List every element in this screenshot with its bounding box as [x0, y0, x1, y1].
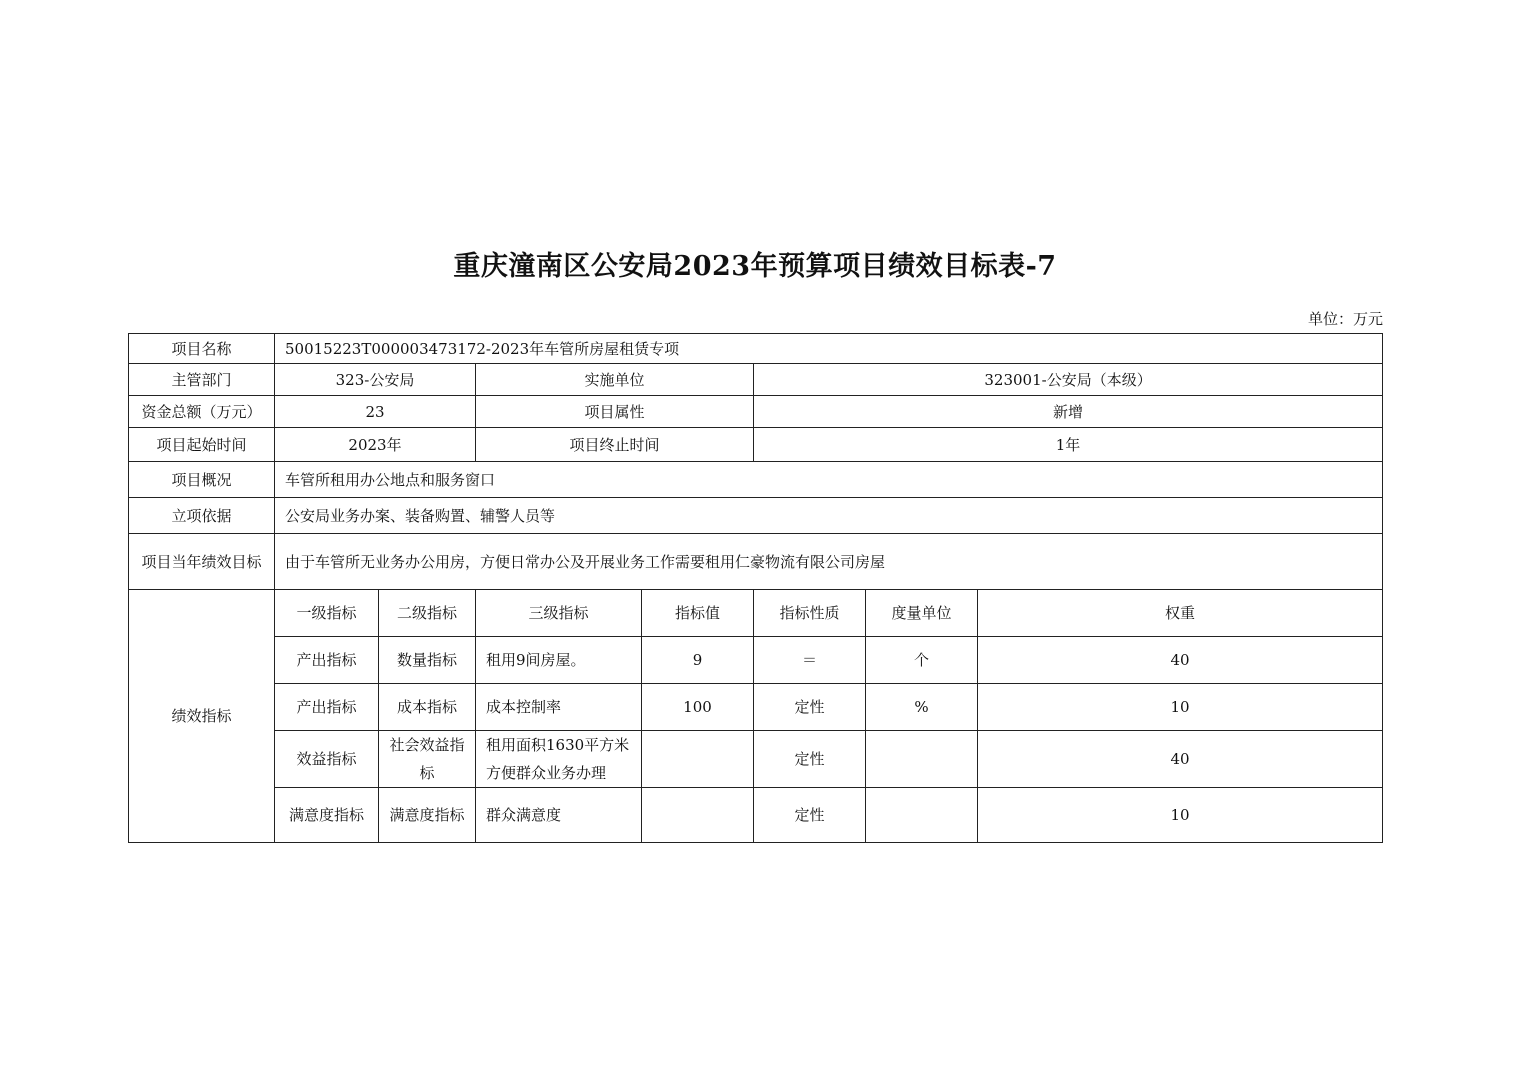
- indicator-row: [129, 684, 1383, 731]
- header-level3: 三级指标: [476, 590, 642, 637]
- indicator-row: [129, 637, 1383, 684]
- start-value: 2023年: [275, 428, 476, 462]
- overview-label: 项目概况: [129, 462, 275, 498]
- header-value: 指标值: [642, 590, 754, 637]
- indicator-nature: ＝: [754, 637, 866, 684]
- indicator-l1: 产出指标: [275, 684, 379, 731]
- start-label: 项目起始时间: [129, 428, 275, 462]
- indicator-l1: 效益指标: [275, 731, 379, 788]
- header-weight: 权重: [978, 590, 1383, 637]
- indicator-value: [642, 731, 754, 788]
- goal-label: 项目当年绩效目标: [129, 534, 275, 590]
- header-level2: 二级指标: [379, 590, 476, 637]
- overview-value: 车管所租用办公地点和服务窗口: [275, 462, 1383, 498]
- dept-label: 主管部门: [129, 364, 275, 396]
- goal-value: 由于车管所无业务办公用房，方便日常办公及开展业务工作需要租用仁豪物流有限公司房屋: [275, 534, 1383, 590]
- indicator-value: 100: [642, 684, 754, 731]
- indicator-value: [642, 788, 754, 843]
- indicator-l2: 成本指标: [379, 684, 476, 731]
- indicator-l3: 租用9间房屋。: [476, 637, 642, 684]
- basis-label: 立项依据: [129, 498, 275, 534]
- indicator-weight: 40: [978, 731, 1383, 788]
- indicator-l2: 社会效益指标: [379, 731, 476, 788]
- indicator-section-label: 绩效指标: [129, 590, 275, 843]
- indicator-nature: 定性: [754, 788, 866, 843]
- indicator-unit: [866, 788, 978, 843]
- header-nature: 指标性质: [754, 590, 866, 637]
- page-title: 重庆潼南区公安局2023年预算项目绩效目标表-7: [453, 251, 1057, 282]
- indicator-header-row: [129, 590, 1383, 637]
- indicator-unit: 个: [866, 637, 978, 684]
- indicator-unit: %: [866, 684, 978, 731]
- impl-value: 323001-公安局（本级）: [754, 364, 1383, 396]
- row-project-name: [129, 334, 1383, 364]
- indicator-l1: 产出指标: [275, 637, 379, 684]
- unit-label: 单位：万元: [1307, 310, 1383, 328]
- indicator-l3: 成本控制率: [476, 684, 642, 731]
- indicator-unit: [866, 731, 978, 788]
- dept-value: 323-公安局: [275, 364, 476, 396]
- indicator-value: 9: [642, 637, 754, 684]
- row-overview: [129, 462, 1383, 498]
- row-dept: [129, 364, 1383, 396]
- end-label: 项目终止时间: [476, 428, 754, 462]
- indicator-row: [129, 731, 1383, 788]
- header-unit: 度量单位: [866, 590, 978, 637]
- indicator-nature: 定性: [754, 731, 866, 788]
- indicator-weight: 40: [978, 637, 1383, 684]
- performance-table: [128, 333, 1383, 843]
- indicator-l3: 租用面积1630平方米方便群众业务办理: [476, 731, 642, 788]
- indicator-l2: 数量指标: [379, 637, 476, 684]
- project-name-label: 项目名称: [129, 334, 275, 364]
- header-level1: 一级指标: [275, 590, 379, 637]
- row-goal: [129, 534, 1383, 590]
- project-name-value: 50015223T000003473172-2023年车管所房屋租赁专项: [275, 334, 1383, 364]
- attr-label: 项目属性: [476, 396, 754, 428]
- funds-value: 23: [275, 396, 476, 428]
- funds-label: 资金总额（万元）: [129, 396, 275, 428]
- attr-value: 新增: [754, 396, 1383, 428]
- indicator-weight: 10: [978, 788, 1383, 843]
- indicator-l1: 满意度指标: [275, 788, 379, 843]
- indicator-l2: 满意度指标: [379, 788, 476, 843]
- indicator-row: [129, 788, 1383, 843]
- indicator-nature: 定性: [754, 684, 866, 731]
- row-funds: [129, 396, 1383, 428]
- impl-label: 实施单位: [476, 364, 754, 396]
- basis-value: 公安局业务办案、装备购置、辅警人员等: [275, 498, 1383, 534]
- indicator-weight: 10: [978, 684, 1383, 731]
- end-value: 1年: [754, 428, 1383, 462]
- row-time: [129, 428, 1383, 462]
- indicator-l3: 群众满意度: [476, 788, 642, 843]
- row-basis: [129, 498, 1383, 534]
